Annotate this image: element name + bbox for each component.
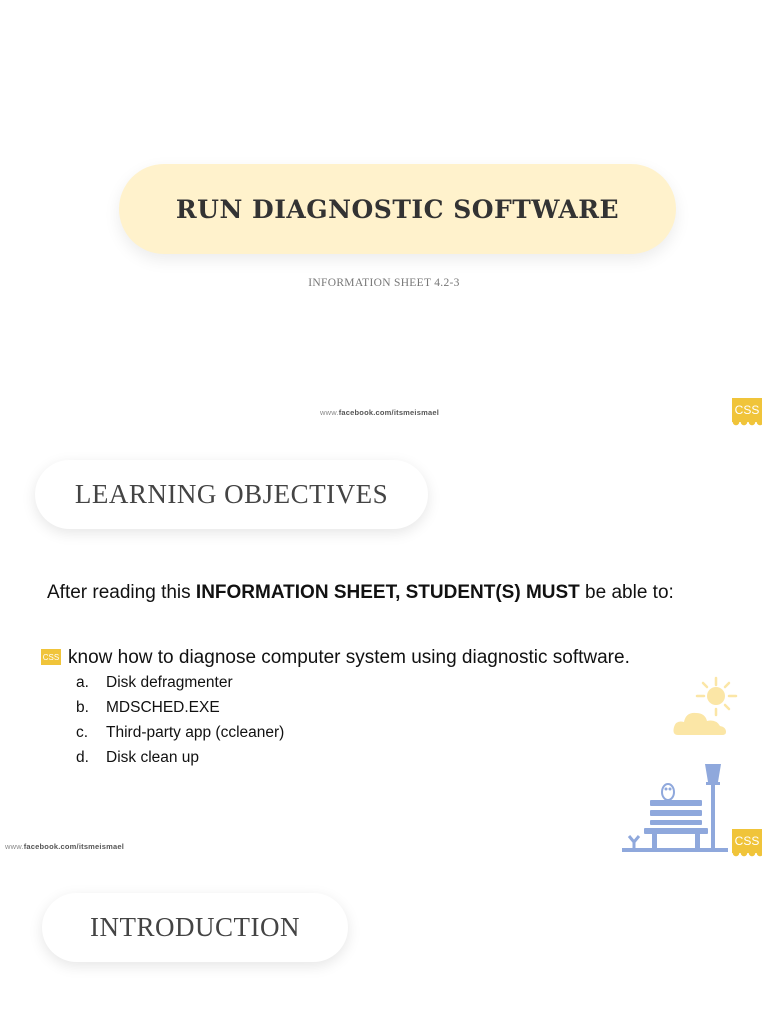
css-logo-tag: CSS: [732, 829, 762, 853]
objectives-slide: [0, 430, 768, 860]
title-slide: [0, 0, 768, 430]
footer-url-prefix: www.: [5, 842, 24, 851]
list-item: [76, 699, 284, 724]
slide-title: RUN DIAGNOSTIC SOFTWARE: [175, 194, 620, 224]
intro-text-bold: INFORMATION SHEET, STUDENT(S) MUST: [195, 582, 580, 603]
intro-text-pre: After reading this: [47, 582, 196, 603]
owl-icon: [662, 784, 674, 800]
slide-subtitle: INFORMATION SHEET 4.2-3: [308, 277, 460, 289]
park-bench-lamp-icon: [620, 760, 730, 855]
footer-url[interactable]: [320, 408, 439, 417]
list-marker: c.: [76, 724, 89, 741]
sun-cloud-icon: [672, 675, 742, 737]
list-marker: a.: [76, 674, 89, 691]
section-heading: LEARNING OBJECTIVES: [74, 479, 389, 509]
section-heading-box: [42, 893, 348, 962]
intro-sentence: [47, 582, 674, 604]
list-item: [76, 724, 284, 749]
title-banner: [119, 164, 676, 254]
footer-url-prefix: www.: [320, 408, 339, 417]
intro-text-post: be able to:: [579, 582, 674, 603]
list-item-text: Disk clean up: [106, 749, 200, 766]
list-item-text: Third-party app (ccleaner): [106, 724, 285, 741]
section-heading-box: [35, 460, 428, 529]
objective-text: know how to diagnose computer system using diagnostic software.: [68, 647, 630, 668]
list-marker: b.: [76, 699, 89, 716]
list-item-text: MDSCHED.EXE: [106, 699, 220, 716]
list-item: [76, 674, 284, 699]
list-item-text: Disk defragmenter: [106, 674, 233, 691]
introduction-slide: [0, 860, 768, 1024]
objective-sub-list: [76, 674, 284, 774]
css-logo-tag: CSS: [732, 398, 762, 422]
list-marker: d.: [76, 749, 89, 766]
css-bullet-icon: CSS: [41, 649, 61, 665]
footer-url-main: facebook.com/itsmeismael: [23, 842, 124, 851]
footer-url[interactable]: [5, 842, 124, 851]
section-heading: INTRODUCTION: [90, 912, 300, 942]
footer-url-main: facebook.com/itsmeismael: [338, 408, 439, 417]
list-item: [76, 749, 284, 774]
